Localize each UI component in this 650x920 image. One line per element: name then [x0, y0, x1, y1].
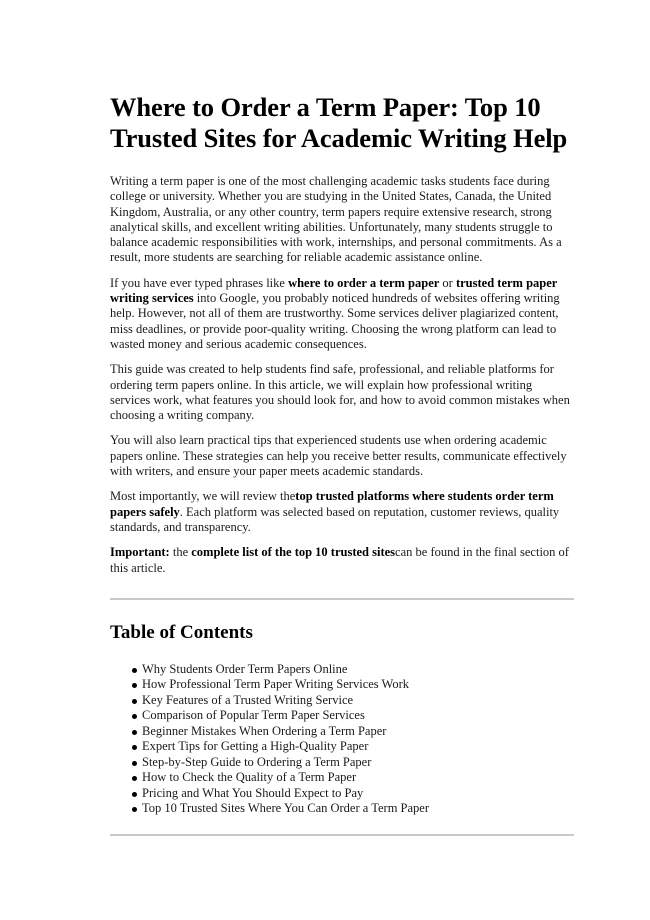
- paragraph-review: [110, 489, 574, 535]
- paragraph-guide-purpose: This guide was created to help students find safe, professional, and reliable platforms for ordering term papers online. In this article, we will explain how professional writing services work, what features you should look for, and how to avoid common mistakes when choosing a writing company.: [110, 362, 570, 423]
- toc-item[interactable]: Key Features of a Trusted Writing Service: [132, 693, 574, 709]
- toc-item[interactable]: Beginner Mistakes When Ordering a Term Paper: [132, 724, 574, 740]
- toc-item[interactable]: Pricing and What You Should Expect to Pay: [132, 786, 574, 802]
- important-label: Important:: [110, 545, 170, 560]
- paragraph-text: Most importantly, we will review the: [110, 489, 296, 504]
- bold-phrase: top trusted platforms where students order term papers safely: [110, 489, 554, 519]
- bold-phrase: where to order a term paper: [288, 275, 440, 290]
- toc-item[interactable]: Expert Tips for Getting a High-Quality Paper: [132, 739, 574, 755]
- toc-item[interactable]: Comparison of Popular Term Paper Services: [132, 708, 574, 724]
- bold-phrase: trusted term paper writing services: [110, 275, 558, 306]
- table-of-contents: [110, 662, 574, 817]
- intro-paragraph: Writing a term paper is one of the most challenging academic tasks students face during college or university. Whether you are studying in the United States, Canada, the United Kingdom, Australia, or any other country, term papers require extensive research, strong analytical skills, and excellent writing abilities. Unfortunately, many students struggle to balance academic responsibilities with work, internships, and personal commitments. As a result, more students are searching for reliable academic assistance online.: [110, 174, 562, 265]
- section-divider: [110, 598, 574, 600]
- toc-item[interactable]: Top 10 Trusted Sites Where You Can Order a Term Paper: [132, 801, 574, 817]
- paragraph-text: . Each platform was selected based on reputation, customer reviews, quality standards, and transparency.: [110, 504, 560, 534]
- document-page: [110, 92, 574, 836]
- section-divider: [110, 834, 574, 836]
- paragraph-important-note: [110, 545, 574, 576]
- paragraph-text: or: [439, 275, 456, 290]
- paragraph-text: the: [169, 545, 192, 560]
- toc-item[interactable]: Why Students Order Term Papers Online: [132, 662, 574, 678]
- toc-item[interactable]: How Professional Term Paper Writing Services Work: [132, 677, 574, 693]
- paragraph-text: can be found in the final section of this article.: [110, 545, 569, 575]
- toc-item[interactable]: Step-by-Step Guide to Ordering a Term Paper: [132, 755, 574, 771]
- paragraph-search-phrases: [110, 276, 574, 352]
- toc-heading: Table of Contents: [110, 621, 253, 643]
- page-title: Where to Order a Term Paper: Top 10 Trusted Sites for Academic Writing Help: [110, 92, 568, 153]
- paragraph-text: into Google, you probably noticed hundreds of websites offering writing help. However, not all of them are trustworthy. Some services deliver plagiarized content, miss deadlines, or provide poor-quality writing. Choosing the wrong platform can lead to wasted money and serious academic consequences.: [110, 291, 560, 351]
- toc-item[interactable]: How to Check the Quality of a Term Paper: [132, 770, 574, 786]
- paragraph-text: If you have ever typed phrases like: [110, 275, 289, 290]
- bold-phrase: complete list of the top 10 trusted sites: [191, 545, 396, 560]
- paragraph-practical-tips: You will also learn practical tips that experienced students use when ordering academic papers online. These strategies can help you receive better results, communicate effectively with writers, and ensure your paper meets academic standards.: [110, 433, 567, 479]
